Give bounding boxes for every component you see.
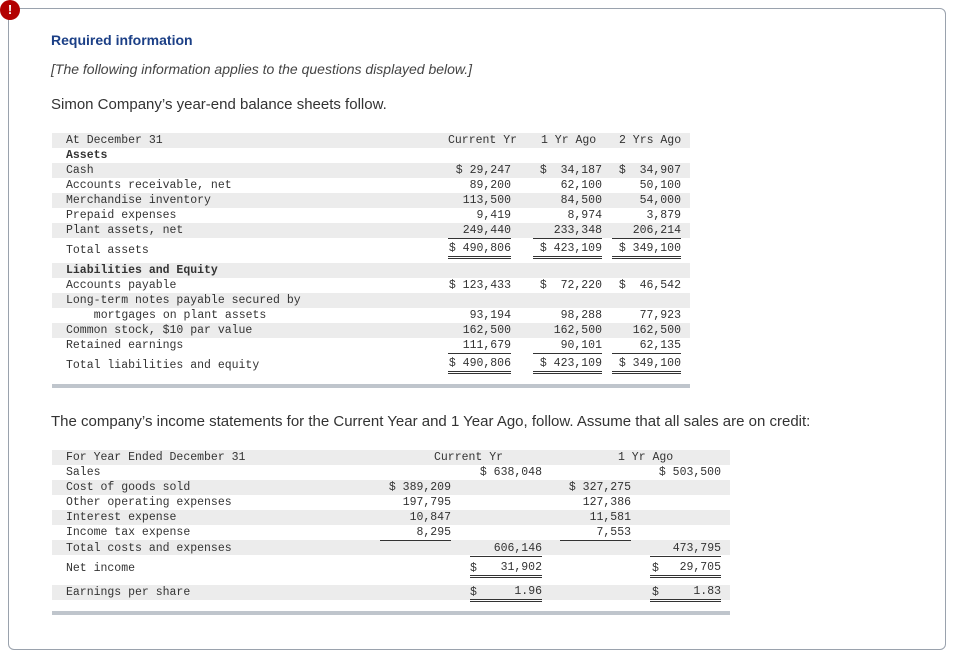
row-label: Other operating expenses [66,496,232,509]
cell: 162,500 [553,324,602,337]
alert-icon: ! [0,0,20,20]
cell: 93,194 [469,309,511,322]
cell: $ 503,500 [658,466,721,479]
row-label: Common stock, $10 par value [66,324,253,337]
cell: 50,100 [639,179,681,192]
cell: 162,500 [462,324,511,337]
cell: 197,795 [402,496,451,509]
row-label: Long-term notes payable secured by [66,294,301,307]
net-income-label: Net income [66,562,136,575]
cell: 77,923 [639,309,681,322]
cell: $ 638,048 [479,466,542,479]
total-liab-label: Total liabilities and equity [66,359,260,372]
bs-col-1yr: 1 Yr Ago [541,134,597,147]
cell: 9,419 [476,209,511,222]
cell: 606,146 [470,541,542,557]
cell: 31,902 [470,560,542,578]
cell: 1.83 [650,584,721,602]
income-statement-intro: The company’s income statements for the Current Year and 1 Year Ago, follow. Assume that all sales are on credit: [51,413,811,430]
cell: $ 327,275 [568,481,631,494]
is-col-current: Current Yr [434,451,504,464]
row-label: Prepaid expenses [66,209,177,222]
cell: $ 423,109 [533,356,602,374]
row-label: Cash [66,164,94,177]
cell: 89,200 [469,179,511,192]
cell: 249,440 [448,223,511,239]
liabilities-heading: Liabilities and Equity [66,264,218,277]
cell: 29,705 [650,560,721,578]
sales-label: Sales [66,466,101,479]
cell: 54,000 [639,194,681,207]
bs-col-label: At December 31 [66,134,163,147]
cell: 11,581 [589,511,631,524]
cell: 84,500 [560,194,602,207]
row-label: Interest expense [66,511,177,524]
cell: 206,214 [612,223,681,239]
row-label: Merchandise inventory [66,194,211,207]
total-costs-label: Total costs and expenses [66,542,232,555]
cell: $ 123,433 [448,279,511,292]
cell: 8,295 [380,525,451,541]
is-col-label: For Year Ended December 31 [66,451,246,464]
cell: 113,500 [462,194,511,207]
required-information-heading: Required information [51,32,193,48]
cell: 62,135 [612,338,681,354]
cell-sign: $ [470,562,477,575]
row-label: Accounts receivable, net [66,179,232,192]
eps-label: Earnings per share [66,586,191,599]
cell: $ 72,220 [539,279,602,292]
cell: 3,879 [646,209,681,222]
cell-sign: $ [652,562,659,575]
cell: 7,553 [560,525,631,541]
cell: 10,847 [409,511,451,524]
is-col-1yr: 1 Yr Ago [618,451,674,464]
assets-heading: Assets [66,149,108,162]
cell: $ 349,100 [612,356,681,374]
cell: 8,974 [567,209,602,222]
cell: $ 490,806 [448,241,511,259]
cell: $ 349,100 [612,241,681,259]
bs-col-current: Current Yr [448,134,518,147]
balance-sheet-intro: Simon Company’s year-end balance sheets follow. [51,96,387,113]
cell: $ 46,542 [618,279,681,292]
cell: 473,795 [650,541,721,557]
row-label: Retained earnings [66,339,184,352]
cell: $ 34,187 [539,164,602,177]
cell: $ 389,209 [388,481,451,494]
row-label: Plant assets, net [66,224,184,237]
row-label-cont: mortgages on plant assets [80,309,267,322]
cell: 162,500 [632,324,681,337]
total-assets-label: Total assets [66,244,149,257]
row-label: Cost of goods sold [66,481,191,494]
cell: $ 423,109 [533,241,602,259]
cell: 62,100 [560,179,602,192]
cell: 90,101 [533,338,602,354]
row-label: Accounts payable [66,279,177,292]
info-note: [The following information applies to the questions displayed below.] [51,61,473,77]
cell: $ 490,806 [448,356,511,374]
cell: $ 29,247 [455,164,511,177]
cell: 127,386 [582,496,631,509]
cell-sign: $ [470,586,477,599]
cell: 98,288 [560,309,602,322]
cell: $ 34,907 [618,164,681,177]
cell: 1.96 [470,584,542,602]
cell: 233,348 [533,223,602,239]
row-label: Income tax expense [66,526,191,539]
bs-col-2yrs: 2 Yrs Ago [619,134,682,147]
cell-sign: $ [652,586,659,599]
cell: 111,679 [448,338,511,354]
